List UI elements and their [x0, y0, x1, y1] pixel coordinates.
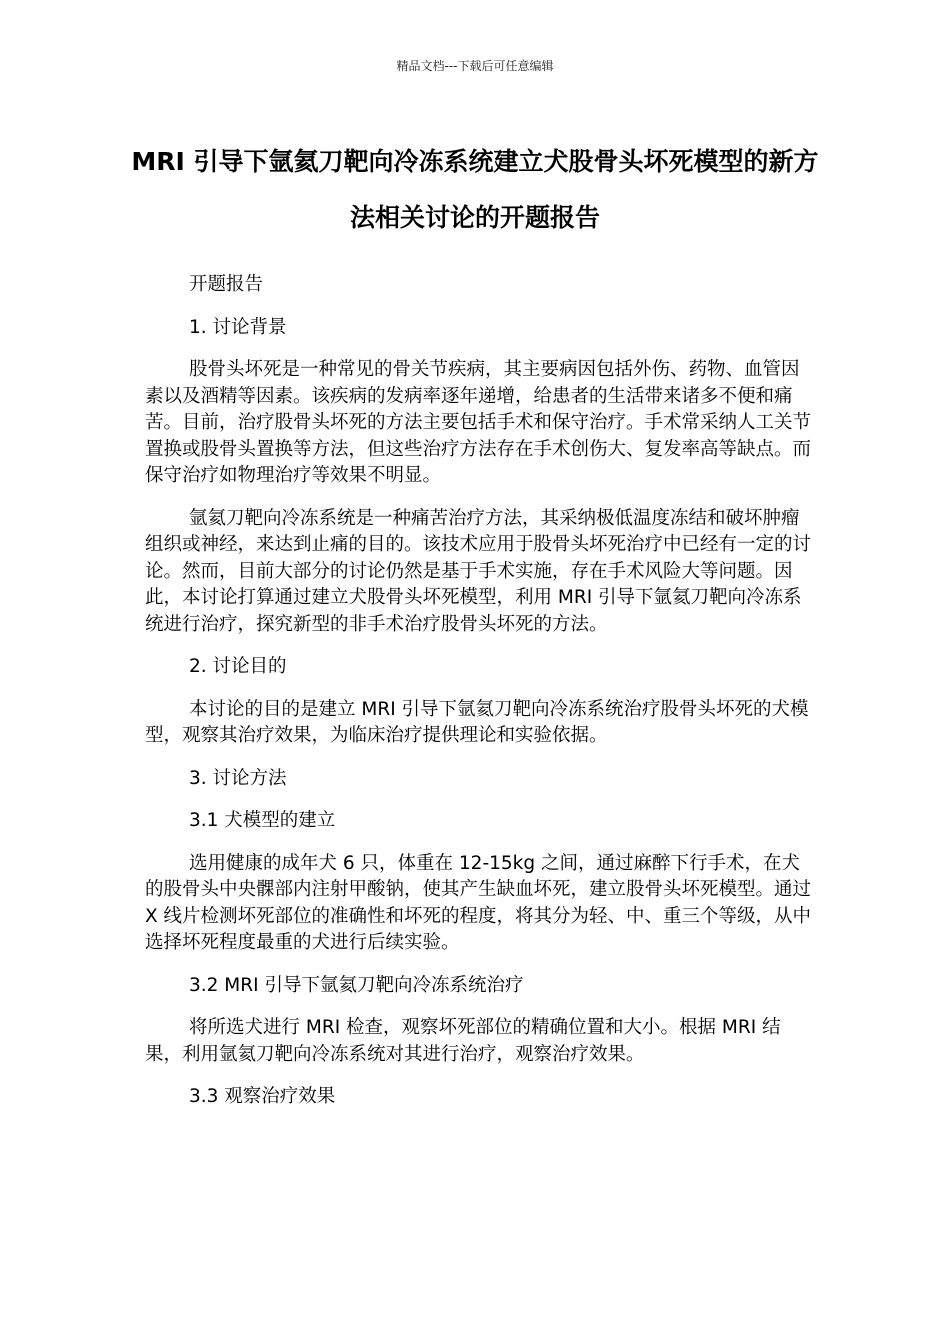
section-heading: 开题报告 [189, 274, 264, 295]
document-body [145, 272, 813, 1127]
body-paragraph: 股骨头坏死是一种常见的骨关节疾病，其主要病因包括外伤、药物、血管因素以及酒精等因素。该疾病的发病率逐年递增，给患者的生活带来诸多不便和痛苦。目前，治疗股骨头坏死的方法主要包括手术和保守治疗。手术常采纳人工关节置换或股骨头置换等方法，但这些治疗方法存在手术创伤大、复发率高等缺点。而保守治疗如物理治疗等效果不明显。 [145, 359, 812, 486]
body-paragraph: 选用健康的成年犬 6 只，体重在 12-15kg 之间，通过麻醉下行手术，在犬的股骨头中央髁部内注射甲酸钠，使其产生缺血坏死，建立股骨头坏死模型。通过 X 线片检测坏死部位的准确性和坏死的程度，将其分为轻、中、重三个等级，从中选择坏死程度最重的犬进行后续实验。 [145, 852, 812, 953]
subsection-heading: 3.3 观察治疗效果 [189, 1086, 336, 1107]
body-paragraph: 将所选犬进行 MRI 检查，观察坏死部位的精确位置和大小。根据 MRI 结果，利用氩氦刀靶向冷冻系统对其进行治疗，观察治疗效果。 [145, 1017, 781, 1065]
page-header: 精品文档---下载后可任意编辑 [396, 59, 554, 73]
body-paragraph: 氩氦刀靶向冷冻系统是一种痛苦治疗方法，其采纳极低温度冻结和破坏肿瘤组织或神经，来达到止痛的目的。该技术应用于股骨头坏死治疗中已经有一定的讨论。然而，目前大部分的讨论仍然是基于手术实施，存在手术风险大等问题。因此，本讨论打算通过建立犬股骨头坏死模型，利用 MRI 引导下氩氦刀靶向冷冻系统进行治疗，探究新型的非手术治疗股骨头坏死的方法。 [145, 507, 812, 635]
subsection-heading: 3.1 犬模型的建立 [189, 810, 336, 831]
section-heading: 2. 讨论目的 [189, 656, 287, 677]
section-heading: 3. 讨论方法 [189, 767, 287, 789]
subsection-heading: 3.2 MRI 引导下氩氦刀靶向冷冻系统治疗 [189, 974, 524, 996]
body-paragraph: 本讨论的目的是建立 MRI 引导下氩氦刀靶向冷冻系统治疗股骨头坏死的犬模型，观察其治疗效果，为临床治疗提供理论和实验依据。 [145, 698, 809, 746]
document-title: MRI 引导下氩氦刀靶向冷冻系统建立犬股骨头坏死模型的新方法相关讨论的开题报告 [131, 147, 819, 232]
section-heading: 1. 讨论背景 [189, 316, 287, 338]
